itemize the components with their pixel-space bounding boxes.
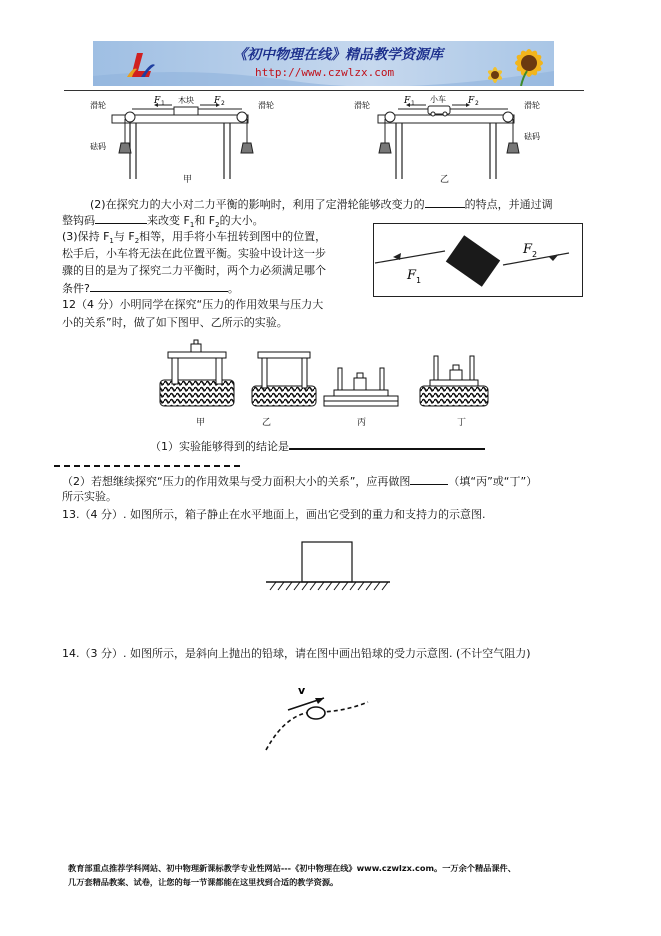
q11-p2-text-e: 和 F [194,214,216,227]
twisted-f2-label: F [523,242,533,257]
figure-yi [348,93,558,185]
twisted-f1-sub: 1 [416,276,422,285]
footer-line1: 教育部重点推荐学科网站、初中物理新课标教学专业性网站---《初中物理在线》www.czwlzx.com。一万余个精品课件、 [68,863,516,873]
q12-blank-figure[interactable] [410,474,448,485]
q11-p2-text-b: 的特点，并通过调 [464,198,553,211]
q11-p3-text-e: 。 [227,282,239,295]
logo-icon [123,47,157,81]
twisted-f2-sub: 2 [532,250,538,259]
q12-p1-text: （1）实验能够得到的结论是 [150,440,289,453]
q11-p2-sub1: 1 [189,221,195,230]
q11-p3-text-b: 与 F [113,230,135,243]
yi-f2-label: F [468,96,475,106]
header-banner [93,41,554,86]
footer-line2: 几万套精品教案、试卷，让您的每一节课都能在这里找到合适的教学资源。 [68,877,339,887]
q11-blank-condition[interactable] [90,281,228,292]
q12-line2: 小的关系”时，做了如下图甲、乙所示的实验。 [62,316,288,329]
figure-twisted-cart [373,223,583,297]
twisted-f1-label: F [407,268,417,283]
shot-velocity-label: v [298,684,306,697]
figure-pressure-experiments [158,338,492,412]
yi-f1-sub: 1 [411,100,415,107]
jia-f1-label: F [154,96,161,106]
yi-f2-sub: 2 [475,100,479,107]
exp-yi [252,352,316,406]
q12-line1: 12（4 分）小明同学在探究“压力的作用效果与压力大 [62,298,324,311]
jia-pulley-left: 滑轮 [90,101,106,110]
yi-pulley-left: 滑轮 [354,101,370,110]
figure-box-on-ground [266,540,390,600]
q11-p3-text-c: 相等，用手将小车扭转到图中的位置， [139,230,327,243]
fig-jia-caption: 甲 [183,175,193,185]
q11-p2-text-c: 整钩码 [62,214,95,227]
q11-p2-text-f: 的大小。 [219,214,264,227]
exp-caption-yi: 乙 [262,418,272,428]
q11-p3-line3: 骤的目的是为了探究二力平衡时，两个力必须满足哪个 [62,264,326,277]
q12-p2-text-a: （2）若想继续探究“压力的作用效果与受力面积大小的关系”，应再做图 [62,475,411,488]
exp-caption-ding: 丁 [457,418,467,428]
sunflower-icon [481,41,554,86]
q12-p2-line2: 所示实验。 [62,490,117,503]
fig-yi-caption: 乙 [440,175,450,185]
q11-p3-sub1: 1 [109,237,114,246]
q11-p3-sub2: 2 [134,237,140,246]
jia-f2-label: F [214,96,221,106]
yi-cart-label: 小车 [430,95,446,104]
q12-p2-text-b: （填“丙”或“丁”） [448,475,538,488]
q11-p3-text-a: (3)保持 F [62,230,110,243]
figure-jia [90,93,290,185]
q11-p3-line2: 松手后，小车将无法在此位置平衡。实验中设计这一步 [62,247,326,260]
yi-f1-label: F [404,96,411,106]
exp-caption-jia: 甲 [196,418,206,428]
jia-f1-sub: 1 [161,100,165,107]
q11-p2-sub2: 2 [215,221,220,230]
exp-bing [324,368,398,406]
exp-caption-bing: 丙 [357,418,367,428]
q11-p3-line4 [62,281,239,296]
jia-block-label: 木块 [178,96,194,105]
yi-weight-label: 砝码 [524,132,540,141]
q11-p3-line1 [62,230,326,248]
exp-jia [160,340,234,406]
q11-blank-direction[interactable] [425,197,465,208]
q13-text: 13.（4 分）. 如图所示，箱子静止在水平地面上，画出它受到的重力和支持力的示意图. [62,508,486,521]
q11-p2-line1 [90,197,553,212]
q12-p2-line1 [62,474,537,489]
banner-title: 《初中物理在线》精品教学资源库 [233,47,443,63]
q11-blank-count[interactable] [95,213,147,224]
q12-p1 [150,438,485,454]
jia-f2-sub: 2 [221,100,225,107]
banner-url: http://www.czwlzx.com [255,66,395,79]
exp-ding [420,356,488,406]
jia-weight-label: 砝码 [90,142,106,151]
q14-text: 14.（3 分）. 如图所示，是斜向上抛出的铅球，请在图中画出铅球的受力示意图. (不计空气阻力) [62,647,531,660]
yi-pulley-right: 滑轮 [524,101,540,110]
q11-p2-text-d: 来改变 F [147,214,190,227]
q12-blank-conclusion-cont[interactable] [54,465,240,467]
q11-p3-text-d: 条件? [62,282,90,295]
q11-p2-text-a: (2)在探究力的大小对二力平衡的影响时，利用了定滑轮能够改变力的 [90,198,425,211]
header-rule [64,90,584,91]
jia-pulley-right: 滑轮 [258,101,274,110]
figure-shot-put [258,680,378,754]
q12-blank-conclusion[interactable] [289,438,485,450]
